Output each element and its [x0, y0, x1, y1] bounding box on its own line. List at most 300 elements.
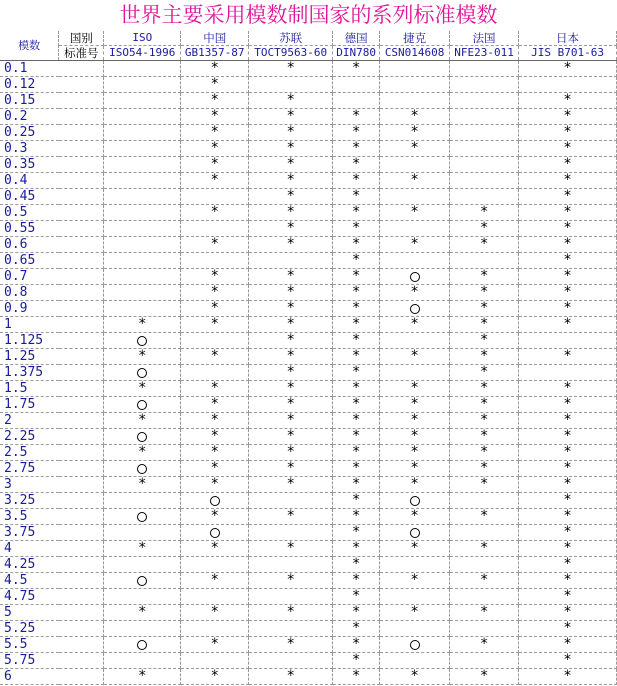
star-mark: *: [138, 316, 146, 332]
standard-mark-cell: [333, 429, 380, 445]
standard-mark-cell: [519, 445, 617, 461]
star-mark: *: [411, 604, 419, 620]
standard-mark-cell: [380, 285, 450, 301]
star-mark: *: [564, 60, 572, 76]
standard-mark-cell: [519, 525, 617, 541]
standard-mark-cell: [380, 237, 450, 253]
standard-mark-cell: [450, 509, 519, 525]
star-mark: *: [352, 556, 360, 572]
table-row: [0, 157, 617, 173]
table-row: [0, 365, 617, 381]
star-mark: *: [287, 636, 295, 652]
table-row: [0, 189, 617, 205]
star-mark: *: [352, 172, 360, 188]
star-mark: *: [287, 316, 295, 332]
standard-mark-cell: [249, 573, 333, 589]
standard-mark-cell: [249, 237, 333, 253]
standard-mark-cell: [380, 269, 450, 285]
standard-mark-cell: [249, 381, 333, 397]
standard-mark-cell: [380, 301, 450, 317]
star-mark: *: [480, 444, 488, 460]
standard-mark-cell: [333, 349, 380, 365]
star-mark: *: [480, 412, 488, 428]
star-mark: *: [564, 508, 572, 524]
standard-mark-cell: [104, 445, 181, 461]
star-mark: *: [287, 412, 295, 428]
star-mark: *: [211, 108, 219, 124]
star-mark: *: [287, 92, 295, 108]
standard-mark-cell: [104, 653, 181, 669]
table-row: [0, 477, 617, 493]
standard-mark-cell: [104, 589, 181, 605]
standard-mark-cell: [104, 109, 181, 125]
modulus-value: 3.25: [0, 493, 104, 509]
star-mark: *: [211, 236, 219, 252]
star-mark: *: [564, 300, 572, 316]
star-mark: *: [352, 380, 360, 396]
country-header-china: 中国: [181, 31, 249, 46]
modulus-value: 0.6: [0, 237, 104, 253]
table-row: [0, 509, 617, 525]
table-row: [0, 301, 617, 317]
standard-mark-cell: [104, 77, 181, 93]
standard-mark-cell: [181, 509, 249, 525]
standard-mark-cell: [249, 349, 333, 365]
standard-mark-cell: [450, 77, 519, 93]
standard-mark-cell: [249, 285, 333, 301]
star-mark: *: [211, 540, 219, 556]
standard-mark-cell: [249, 461, 333, 477]
star-mark: *: [411, 236, 419, 252]
circle-icon: [410, 528, 420, 538]
standard-mark-cell: [181, 621, 249, 637]
star-mark: *: [480, 396, 488, 412]
star-mark: *: [352, 156, 360, 172]
standard-mark-cell: [380, 253, 450, 269]
star-mark: *: [480, 540, 488, 556]
standard-mark-cell: [104, 605, 181, 621]
standard-mark-cell: [181, 589, 249, 605]
standard-mark-cell: [519, 61, 617, 77]
table-row: [0, 205, 617, 221]
standard-header-france: NFE23-011: [450, 46, 519, 61]
table-row: [0, 637, 617, 653]
standard-mark-cell: [104, 61, 181, 77]
standard-mark-cell: [181, 573, 249, 589]
standard-mark-cell: [450, 93, 519, 109]
star-mark: *: [211, 604, 219, 620]
standard-mark-cell: [380, 525, 450, 541]
star-mark: *: [411, 412, 419, 428]
standard-mark-cell: [333, 365, 380, 381]
standard-mark-cell: [380, 205, 450, 221]
star-mark: *: [564, 636, 572, 652]
star-mark: *: [211, 476, 219, 492]
table-row: [0, 333, 617, 349]
modulus-value: 1.5: [0, 381, 104, 397]
modulus-value: 1.25: [0, 349, 104, 365]
star-mark: *: [352, 60, 360, 76]
standard-mark-cell: [181, 109, 249, 125]
star-mark: *: [352, 364, 360, 380]
standard-mark-cell: [380, 189, 450, 205]
star-mark: *: [411, 124, 419, 140]
table-row: [0, 141, 617, 157]
star-mark: *: [211, 428, 219, 444]
star-mark: *: [352, 236, 360, 252]
standard-mark-cell: [181, 365, 249, 381]
standard-mark-cell: [104, 189, 181, 205]
standard-mark-cell: [181, 157, 249, 173]
star-mark: *: [352, 508, 360, 524]
standard-mark-cell: [333, 109, 380, 125]
standard-mark-cell: [104, 349, 181, 365]
country-header-france: 法国: [450, 31, 519, 46]
standard-mark-cell: [181, 333, 249, 349]
table-row: [0, 653, 617, 669]
modulus-value: 1.125: [0, 333, 104, 349]
standard-mark-cell: [104, 477, 181, 493]
standard-mark-cell: [519, 157, 617, 173]
star-mark: *: [352, 652, 360, 668]
standard-header-iso: ISO54-1996: [104, 46, 181, 61]
standard-mark-cell: [450, 461, 519, 477]
standard-mark-cell: [104, 285, 181, 301]
standard-mark-cell: [333, 317, 380, 333]
modulus-value: 1: [0, 317, 104, 333]
star-mark: *: [211, 76, 219, 92]
standard-mark-cell: [333, 253, 380, 269]
star-mark: *: [411, 172, 419, 188]
standard-mark-cell: [181, 125, 249, 141]
standard-mark-cell: [104, 637, 181, 653]
standard-mark-cell: [181, 269, 249, 285]
standard-mark-cell: [519, 349, 617, 365]
standard-mark-cell: [181, 205, 249, 221]
star-mark: *: [138, 380, 146, 396]
standard-mark-cell: [450, 173, 519, 189]
star-mark: *: [211, 460, 219, 476]
standard-mark-cell: [181, 93, 249, 109]
modulus-value: 2.75: [0, 461, 104, 477]
standard-mark-cell: [104, 381, 181, 397]
star-mark: *: [287, 60, 295, 76]
standard-mark-cell: [104, 317, 181, 333]
star-mark: *: [564, 396, 572, 412]
star-mark: *: [480, 348, 488, 364]
standard-mark-cell: [333, 221, 380, 237]
star-mark: *: [211, 636, 219, 652]
standard-mark-cell: [249, 637, 333, 653]
standard-mark-cell: [333, 237, 380, 253]
star-mark: *: [564, 156, 572, 172]
standard-mark-cell: [450, 317, 519, 333]
table-row: [0, 445, 617, 461]
standard-mark-cell: [104, 397, 181, 413]
standard-mark-cell: [380, 669, 450, 685]
standard-mark-cell: [380, 157, 450, 173]
standard-mark-cell: [333, 493, 380, 509]
star-mark: *: [287, 140, 295, 156]
star-mark: *: [564, 204, 572, 220]
standard-mark-cell: [249, 333, 333, 349]
standard-mark-cell: [519, 653, 617, 669]
modulus-table: [0, 31, 617, 685]
standard-mark-cell: [249, 653, 333, 669]
star-mark: *: [352, 604, 360, 620]
standard-mark-cell: [104, 621, 181, 637]
star-mark: *: [564, 236, 572, 252]
star-mark: *: [211, 444, 219, 460]
table-row: [0, 541, 617, 557]
standard-mark-cell: [450, 253, 519, 269]
star-mark: *: [480, 316, 488, 332]
standard-mark-cell: [181, 189, 249, 205]
star-mark: *: [352, 284, 360, 300]
standard-mark-cell: [450, 557, 519, 573]
star-mark: *: [138, 540, 146, 556]
star-mark: *: [564, 108, 572, 124]
country-header-germany: 德国: [333, 31, 380, 46]
modulus-value: 3: [0, 477, 104, 493]
table-row: [0, 285, 617, 301]
standard-mark-cell: [181, 525, 249, 541]
standard-mark-cell: [333, 525, 380, 541]
modulus-value: 0.9: [0, 301, 104, 317]
standard-mark-cell: [380, 477, 450, 493]
standard-mark-cell: [519, 381, 617, 397]
modulus-value: 0.8: [0, 285, 104, 301]
standard-mark-cell: [519, 253, 617, 269]
circle-icon: [137, 368, 147, 378]
standard-mark-cell: [519, 397, 617, 413]
standard-mark-cell: [450, 573, 519, 589]
standard-mark-cell: [249, 125, 333, 141]
standard-mark-cell: [450, 525, 519, 541]
circle-icon: [137, 336, 147, 346]
star-mark: *: [352, 348, 360, 364]
standard-mark-cell: [181, 301, 249, 317]
modulus-value: 4.5: [0, 573, 104, 589]
standard-mark-cell: [450, 621, 519, 637]
star-mark: *: [480, 268, 488, 284]
standard-mark-cell: [450, 413, 519, 429]
star-mark: *: [352, 540, 360, 556]
standard-mark-cell: [333, 653, 380, 669]
star-mark: *: [352, 316, 360, 332]
table-row: [0, 317, 617, 333]
star-mark: *: [287, 428, 295, 444]
circle-icon: [410, 272, 420, 282]
standard-mark-cell: [181, 61, 249, 77]
standard-mark-cell: [450, 589, 519, 605]
standard-mark-cell: [450, 125, 519, 141]
standard-mark-cell: [249, 109, 333, 125]
country-header-iso: ISO: [104, 31, 181, 46]
star-mark: *: [564, 492, 572, 508]
star-mark: *: [287, 268, 295, 284]
star-mark: *: [287, 204, 295, 220]
modulus-value: 5.5: [0, 637, 104, 653]
standard-mark-cell: [249, 365, 333, 381]
star-mark: *: [287, 460, 295, 476]
standard-mark-cell: [333, 173, 380, 189]
standard-mark-cell: [333, 269, 380, 285]
standard-mark-cell: [181, 605, 249, 621]
standard-mark-cell: [104, 333, 181, 349]
star-mark: *: [211, 348, 219, 364]
star-mark: *: [211, 668, 219, 684]
star-mark: *: [564, 540, 572, 556]
star-mark: *: [564, 348, 572, 364]
standard-mark-cell: [249, 189, 333, 205]
standard-mark-cell: [519, 333, 617, 349]
standard-mark-cell: [181, 461, 249, 477]
standard-mark-cell: [333, 93, 380, 109]
table-row: [0, 525, 617, 541]
country-header-ussr: 苏联: [249, 31, 333, 46]
standard-mark-cell: [249, 77, 333, 93]
standard-mark-cell: [104, 573, 181, 589]
table-row: [0, 493, 617, 509]
standard-mark-cell: [104, 125, 181, 141]
standard-mark-cell: [519, 669, 617, 685]
modulus-value: 0.15: [0, 93, 104, 109]
star-mark: *: [211, 268, 219, 284]
standard-mark-cell: [104, 173, 181, 189]
standard-mark-cell: [450, 189, 519, 205]
standard-mark-cell: [519, 637, 617, 653]
standard-mark-cell: [380, 61, 450, 77]
standard-mark-cell: [104, 157, 181, 173]
standard-mark-cell: [450, 109, 519, 125]
standard-mark-cell: [450, 157, 519, 173]
standard-mark-cell: [333, 589, 380, 605]
star-mark: *: [352, 268, 360, 284]
modulus-value: 5.75: [0, 653, 104, 669]
star-mark: *: [352, 300, 360, 316]
modulus-value: 3.75: [0, 525, 104, 541]
standard-mark-cell: [333, 157, 380, 173]
standard-mark-cell: [333, 333, 380, 349]
standard-mark-cell: [181, 541, 249, 557]
star-mark: *: [352, 524, 360, 540]
standard-mark-cell: [519, 205, 617, 221]
star-mark: *: [287, 220, 295, 236]
star-mark: *: [211, 156, 219, 172]
standard-mark-cell: [519, 573, 617, 589]
standard-mark-cell: [249, 205, 333, 221]
standard-mark-cell: [450, 429, 519, 445]
table-row: [0, 381, 617, 397]
star-mark: *: [352, 620, 360, 636]
star-mark: *: [480, 364, 488, 380]
standard-mark-cell: [104, 509, 181, 525]
star-mark: *: [287, 540, 295, 556]
standard-mark-cell: [380, 349, 450, 365]
standard-mark-cell: [181, 493, 249, 509]
table-row: [0, 397, 617, 413]
standard-mark-cell: [380, 125, 450, 141]
modulus-value: 0.55: [0, 221, 104, 237]
standard-mark-cell: [333, 573, 380, 589]
standard-mark-cell: [519, 173, 617, 189]
circle-icon: [137, 400, 147, 410]
standard-mark-cell: [333, 461, 380, 477]
standard-mark-cell: [181, 173, 249, 189]
star-mark: *: [480, 220, 488, 236]
modulus-value: 1.375: [0, 365, 104, 381]
circle-icon: [410, 496, 420, 506]
modulus-value: 0.4: [0, 173, 104, 189]
standard-mark-cell: [249, 557, 333, 573]
table-row: [0, 557, 617, 573]
star-mark: *: [211, 572, 219, 588]
standard-mark-cell: [249, 397, 333, 413]
standard-mark-cell: [181, 413, 249, 429]
standard-mark-cell: [450, 237, 519, 253]
standard-mark-cell: [104, 221, 181, 237]
standard-mark-cell: [519, 301, 617, 317]
standard-mark-cell: [249, 157, 333, 173]
star-mark: *: [287, 172, 295, 188]
star-mark: *: [352, 412, 360, 428]
standard-mark-cell: [249, 669, 333, 685]
standard-mark-cell: [249, 253, 333, 269]
standard-mark-cell: [104, 301, 181, 317]
standard-mark-cell: [380, 413, 450, 429]
standard-mark-cell: [380, 637, 450, 653]
modulus-value: 4.75: [0, 589, 104, 605]
star-mark: *: [480, 476, 488, 492]
standard-mark-cell: [249, 269, 333, 285]
star-mark: *: [411, 476, 419, 492]
star-mark: *: [211, 508, 219, 524]
standard-mark-cell: [249, 477, 333, 493]
modulus-header: 模数: [0, 31, 59, 61]
star-mark: *: [564, 556, 572, 572]
standard-mark-cell: [249, 493, 333, 509]
star-mark: *: [564, 572, 572, 588]
star-mark: *: [352, 140, 360, 156]
standard-mark-cell: [519, 317, 617, 333]
star-mark: *: [564, 604, 572, 620]
standard-mark-cell: [380, 365, 450, 381]
circle-icon: [137, 464, 147, 474]
standard-mark-cell: [380, 317, 450, 333]
star-mark: *: [411, 444, 419, 460]
standard-mark-cell: [519, 509, 617, 525]
standard-mark-cell: [181, 141, 249, 157]
star-mark: *: [287, 188, 295, 204]
standard-mark-cell: [104, 141, 181, 157]
standard-mark-cell: [450, 205, 519, 221]
star-mark: *: [480, 460, 488, 476]
star-mark: *: [287, 364, 295, 380]
modulus-value: 0.1: [0, 61, 104, 77]
star-mark: *: [564, 316, 572, 332]
standard-mark-cell: [333, 141, 380, 157]
star-mark: *: [138, 412, 146, 428]
star-mark: *: [564, 620, 572, 636]
modulus-value: 0.2: [0, 109, 104, 125]
standard-mark-cell: [519, 493, 617, 509]
standard-mark-cell: [181, 381, 249, 397]
standard-label: 标准号: [59, 46, 104, 61]
standard-mark-cell: [104, 541, 181, 557]
circle-icon: [210, 496, 220, 506]
standard-mark-cell: [450, 445, 519, 461]
